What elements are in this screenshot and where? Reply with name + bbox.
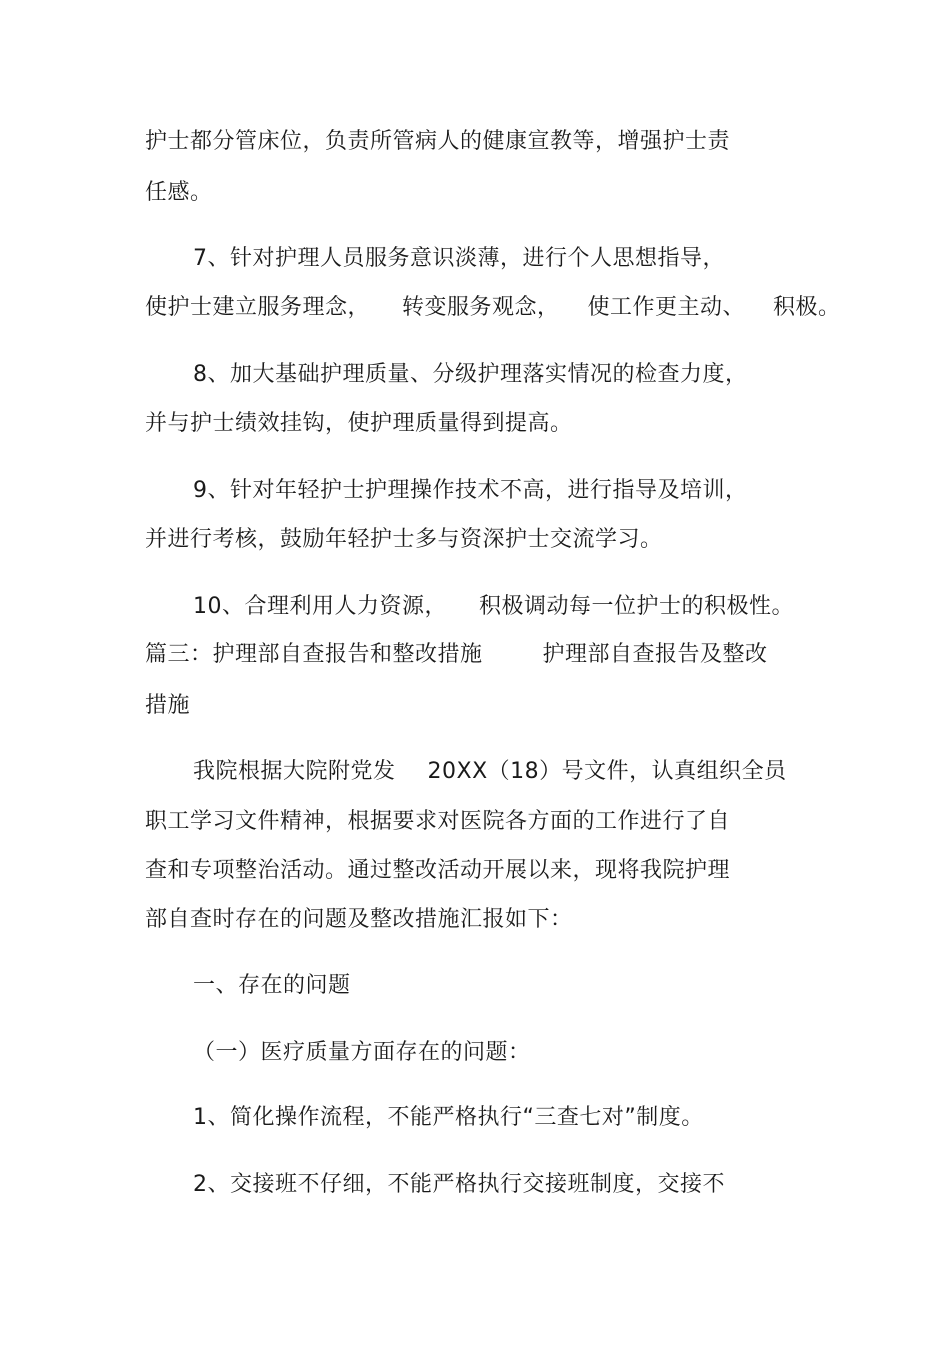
text-segment: 使护士建立服务理念， bbox=[145, 295, 371, 320]
paragraph-line: 9、针对年轻护士护理操作技术不高，进行指导及培训， bbox=[193, 478, 748, 503]
paragraph-line: 职工学习文件精神，根据要求对医院各方面的工作进行了自 bbox=[145, 809, 731, 834]
paragraph-line: 7、针对护理人员服务意识淡薄，进行个人思想指导， bbox=[193, 246, 725, 271]
section-title: 措施 bbox=[145, 693, 191, 718]
text-segment: 篇三：护理部自查报告和整改措施 bbox=[145, 642, 483, 667]
heading: 一、存在的问题 bbox=[193, 973, 351, 998]
paragraph-line: 并与护士绩效挂钩，使护理质量得到提高。 bbox=[145, 411, 573, 436]
text-segment: 护理部自查报告及整改 bbox=[542, 642, 768, 667]
paragraph-line: 部自查时存在的问题及整改措施汇报如下： bbox=[145, 907, 573, 932]
paragraph-line bbox=[193, 593, 794, 621]
paragraph-line: 8、加大基础护理质量、分级护理落实情况的检查力度， bbox=[193, 362, 748, 387]
text-segment: 积极。 bbox=[773, 295, 841, 320]
list-item: 1、简化操作流程，不能严格执行“三查七对”制度。 bbox=[193, 1105, 704, 1130]
text-segment: 20XX（18）号文件，认真组织全员 bbox=[427, 759, 787, 784]
text-segment: 10、合理利用人力资源， bbox=[193, 594, 447, 619]
list-item: 2、交接班不仔细，不能严格执行交接班制度，交接不 bbox=[193, 1172, 725, 1197]
paragraph-line bbox=[145, 294, 841, 322]
text-segment: 积极调动每一位护士的积极性。 bbox=[479, 594, 795, 619]
paragraph-line: 并进行考核，鼓励年轻护士多与资深护士交流学习。 bbox=[145, 527, 663, 552]
text-segment: 我院根据大院附党发 bbox=[193, 759, 396, 784]
paragraph-line: 任感。 bbox=[145, 180, 213, 205]
paragraph-line: 查和专项整治活动。通过整改活动开展以来，现将我院护理 bbox=[145, 858, 731, 883]
section-title bbox=[145, 641, 768, 669]
paragraph-line: 护士都分管床位，负责所管病人的健康宣教等，增强护士责 bbox=[145, 129, 731, 154]
text-segment: 转变服务观念， bbox=[402, 295, 560, 320]
text-segment: 使工作更主动、 bbox=[587, 295, 746, 320]
paragraph-line bbox=[193, 758, 787, 786]
subheading: （一）医疗质量方面存在的问题： bbox=[193, 1040, 531, 1065]
